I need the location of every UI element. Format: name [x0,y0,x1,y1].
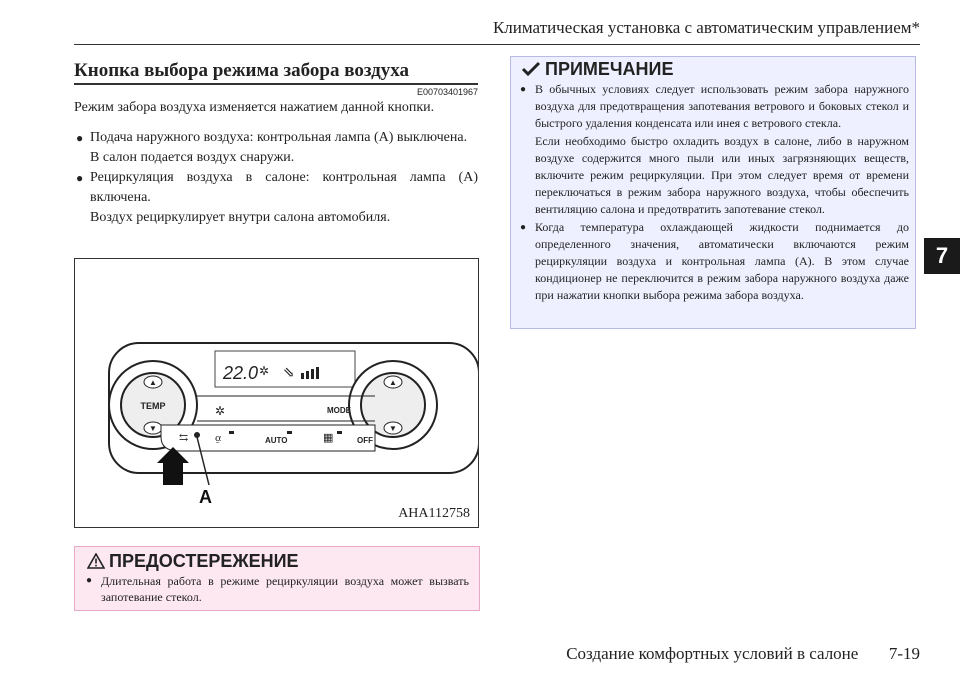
fan-bar [311,369,314,379]
running-header: Климатическая установка с автоматическим управлением* [492,18,920,37]
footer-text: Создание комфортных условий в салоне [566,644,859,663]
section-intro: Режим забора воздуха изменяется нажатием данной кнопки. [74,100,435,115]
note-paragraph: ● В обычных условиях следует использовать режим забора наружного воздуха для предотвращения запотевания ветрового и боковых стекол и быстрого удаления конденсата или инея с ветрового стекла. [535,82,909,131]
note-title: ПРИМЕЧАНИЕ [545,59,674,79]
mode-button-label: MODE [327,406,351,415]
section-code: E00703401967 [416,87,478,97]
checkmark-icon [521,61,541,77]
note-paragraph: ● Когда температура охлаждающей жидкости поднимается до определенного значения, автоматически включаются режим рециркуляции воздуха и контрольная лампа (A). В этом случае кондиционер не переключится в режим забора наружного воздуха даже при нажатии кнопки выбора режима забора воздуха. [535,219,909,303]
fan-bar [306,371,309,379]
indicator-lamp [337,431,342,434]
defrost-icon: ⍶ [215,432,222,444]
mode-bullet-list [74,128,478,228]
list-item [74,128,478,168]
climate-panel-illustration [75,259,478,527]
list-item: ● Длительная работа в режиме рециркуляции воздуха может вызвать запотевание стекол. [85,573,469,605]
warning-triangle-icon [87,553,105,569]
figure-code: AHA112758 [398,506,470,521]
chevron-down-icon: ▼ [389,424,397,433]
sun-icon: ✲ [259,364,270,378]
recirculation-icon: ⇆ [179,432,189,444]
fan-bar [316,367,319,379]
ac-icon: ✲ [215,404,226,418]
fan-bar [301,373,304,379]
section-title: Кнопка выбора режима забора воздуха [74,60,410,81]
indicator-lamp [287,431,292,434]
chevron-up-icon: ▲ [149,378,157,387]
list-item [74,168,478,228]
note-paragraph: Если необходимо быстро охладить воздух в салоне, либо в наружном воздухе содержится много пыли или иных загрязняющих веществ, включите режим рециркуляции. При этом следует время от времени переключаться в режим забора наружного воздуха, чтобы обеспечить вентиляцию салона и предотвратить запотевание стекол. [535,133,909,217]
header-rule [74,44,920,45]
temp-knob-label: TEMP [140,401,166,411]
auto-button-label: AUTO [265,436,288,445]
page-number: 7-19 [888,644,920,663]
warning-title: ПРЕДОСТЕРЕЖЕНИЕ [109,551,299,571]
bullet-text: Рециркуляция воздуха в салоне: контрольная лампа (А) включена. [90,170,478,205]
warning-box [74,546,480,611]
callout-label: A [199,487,212,507]
bullet-subtext: В салон подается воздух снаружи. [90,150,295,165]
climate-panel-figure [74,258,479,528]
page-footer [566,644,920,664]
chevron-up-icon: ▲ [389,378,397,387]
rear-defrost-icon: ▦ [323,432,334,444]
bullet-subtext: Воздух рециркулирует внутри салона автомобиля. [90,210,391,225]
chapter-tab: 7 [924,238,960,274]
list-item [519,81,909,219]
note-box [510,56,916,329]
warning-text [85,573,469,605]
list-item [519,219,909,305]
bullet-text: Подача наружного воздуха: контрольная лампа (А) выключена. [90,130,468,145]
display-temperature: 22.0 [223,363,259,383]
note-list [519,81,909,305]
off-button-label: OFF [357,436,373,445]
section-rule [74,83,478,85]
indicator-lamp [229,431,234,434]
fan-mode-icon: ⇘ [283,366,295,381]
chevron-down-icon: ▼ [149,424,157,433]
